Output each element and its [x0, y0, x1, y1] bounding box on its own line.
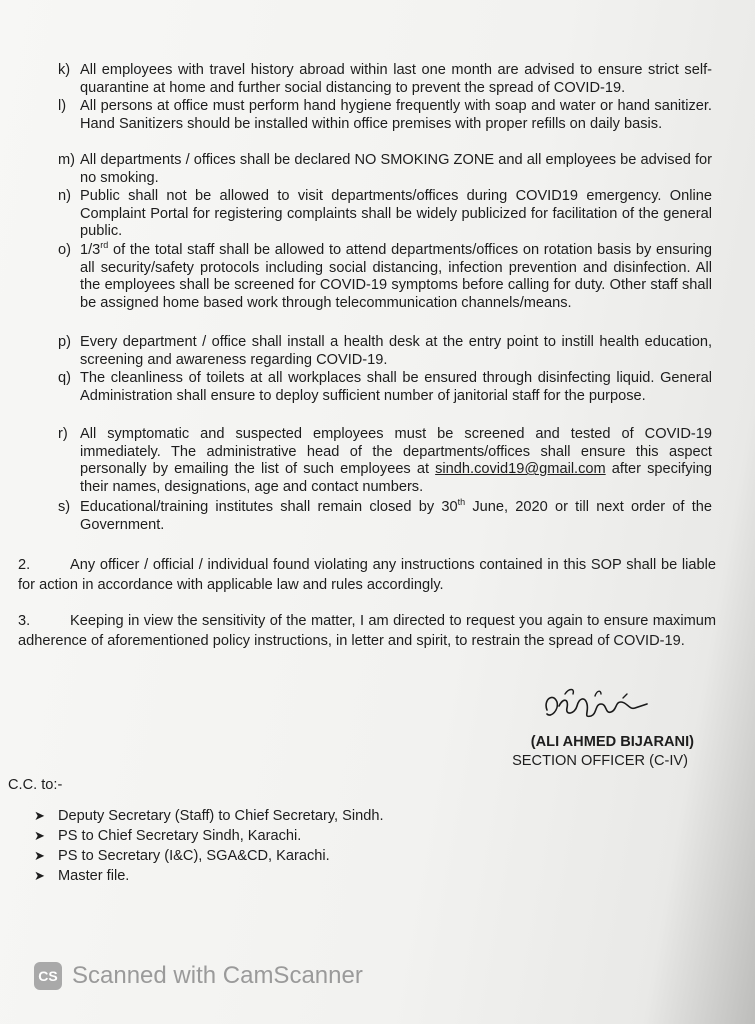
list-marker: l) [58, 98, 67, 114]
watermark-text: Scanned with CamScanner [72, 962, 363, 989]
cc-recipient-text: PS to Chief Secretary Sindh, Karachi. [58, 828, 302, 844]
cc-recipient [34, 826, 384, 846]
list-item-l [58, 98, 712, 133]
list-item-text: Every department / office shall install a health desk at the entry point to instill health education, screening and awareness regarding COVID-19. [80, 334, 712, 368]
paragraph-text: Any officer / official / individual found violating any instructions contained in this SOP shall be liable for action in accordance with applicable law and rules accordingly. [18, 557, 716, 593]
list-marker: r) [58, 426, 68, 442]
text-fragment: 1/3 [80, 242, 101, 258]
paragraph-text: Keeping in view the sensitivity of the matter, I am directed to request you again to ensure maximum adherence of aforementioned policy instructions, in letter and spirit, to restrain the spread of COVID-19. [18, 613, 716, 649]
paragraph-2 [18, 555, 716, 595]
list-marker: q) [58, 370, 71, 386]
paragraph-3 [18, 611, 716, 651]
list-item-text: The cleanliness of toilets at all workplaces shall be ensured through disinfecting liquid. General Administration shall ensure to deploy sufficient number of janitorial staff for the purpose. [80, 370, 712, 404]
handwritten-signature [535, 680, 655, 730]
arrow-bullet-icon: ➤ [34, 848, 45, 863]
signatory-title: SECTION OFFICER (C-IV) [512, 753, 688, 769]
text-fragment: June, 2020 or till next order of the Government. [80, 499, 712, 533]
list-item-m [58, 152, 712, 187]
cc-recipient-text: Deputy Secretary (Staff) to Chief Secretary, Sindh. [58, 808, 384, 824]
paragraph-number: 3. [18, 613, 31, 629]
list-item-p [58, 334, 712, 369]
arrow-bullet-icon: ➤ [34, 828, 45, 843]
list-marker: n) [58, 188, 71, 204]
list-item-text [80, 242, 712, 312]
cc-recipient [34, 866, 384, 886]
arrow-bullet-icon: ➤ [34, 808, 45, 823]
list-item-o [58, 242, 712, 312]
superscript: th [457, 497, 466, 508]
camscanner-watermark [34, 962, 363, 990]
cc-recipient-text: PS to Secretary (I&C), SGA&CD, Karachi. [58, 848, 330, 864]
list-item-n [58, 188, 712, 241]
cc-recipient-text: Master file. [58, 868, 130, 884]
superscript: rd [100, 240, 109, 251]
signature-block [480, 680, 710, 769]
signatory-name: (ALI AHMED BIJARANI) [530, 734, 694, 750]
list-item-text: All persons at office must perform hand hygiene frequently with soap and water or hand sanitizer. Hand Sanitizers should be installed within office premises with proper refills on daily basis. [80, 98, 712, 132]
list-marker: k) [58, 62, 71, 78]
list-item-s [58, 499, 712, 534]
text-fragment: All symptomatic and suspected employees must be screened and tested of COVID-19 immediately. The administrative head of the departments/offices shall ensure this aspect personally by emailing the list of such employees at [80, 426, 712, 478]
list-marker: s) [58, 499, 71, 515]
arrow-bullet-icon: ➤ [34, 868, 45, 883]
list-item-q [58, 370, 712, 405]
email-link[interactable]: sindh.covid19@gmail.com [435, 461, 606, 478]
list-item-text: Public shall not be allowed to visit departments/offices during COVID19 emergency. Online Complaint Portal for registering complaints shall be widely publicized for facilitation of the general public. [80, 188, 712, 240]
cc-label: C.C. to:- [8, 777, 63, 793]
list-item-r [58, 426, 712, 496]
cc-list [34, 806, 384, 886]
list-item-text: All departments / offices shall be declared NO SMOKING ZONE and all employees be advised for no smoking. [80, 152, 712, 186]
list-item-text [80, 426, 712, 496]
list-item-text: All employees with travel history abroad within last one month are advised to ensure strict self-quarantine at home and further social distancing to prevent the spread of COVID-19. [80, 62, 712, 96]
list-marker: m) [58, 152, 76, 168]
cc-recipient [34, 846, 384, 866]
text-fragment: Educational/training institutes shall remain closed by 30 [80, 499, 458, 515]
list-item-k [58, 62, 712, 97]
list-marker: p) [58, 334, 71, 350]
text-fragment: after specifying their names, designations, age and contact numbers. [80, 461, 712, 495]
paragraph-number: 2. [18, 557, 31, 573]
text-fragment: of the total staff shall be allowed to attend departments/offices on rotation basis by ensuring all security/safety protocols including social distancing, infection prevention and disinfection. All the employees shall be screened for COVID-19 symptoms before calling for duty. Other staff shall be assigned home based work through telecommunication channels/means. [80, 242, 712, 311]
cc-recipient [34, 806, 384, 826]
camscanner-logo-icon: CS [34, 962, 62, 990]
list-item-text [80, 499, 712, 534]
list-marker: o) [58, 242, 71, 258]
